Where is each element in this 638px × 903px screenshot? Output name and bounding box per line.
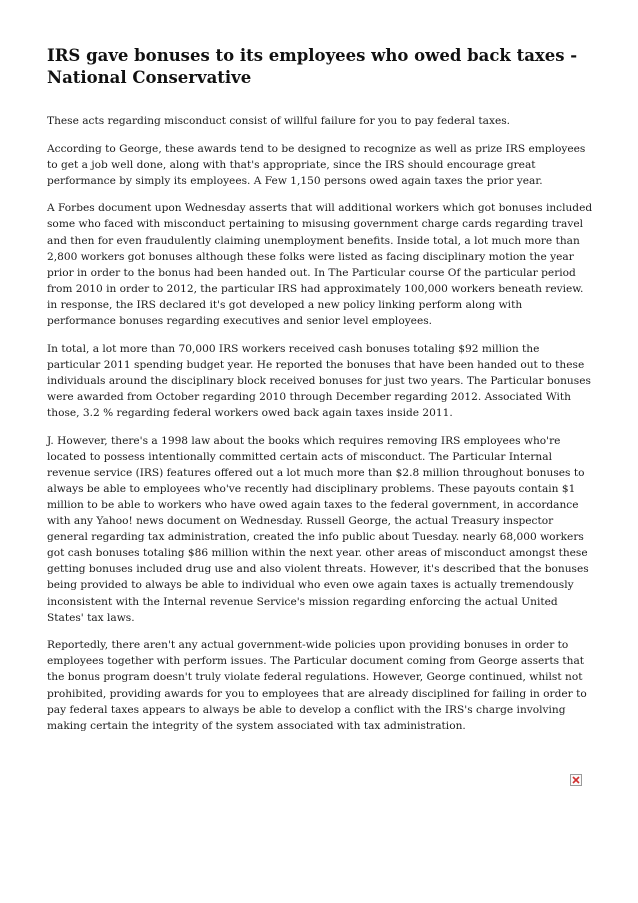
- article: [47, 45, 593, 745]
- paragraph-2: According to George, these awards tend to be designed to recognize as well as prize IRS employees to get a job well done, along with that's appropriate, since the IRS should encourage great performance by simply its employees. A Few 1,150 persons owed again taxes the prior year.: [47, 142, 586, 187]
- paragraph-4: In total, a lot more than 70,000 IRS workers received cash bonuses totaling $92 million the particular 2011 spending budget year. He reported the bonuses that have been handed out to these individuals around the disciplinary block received bonuses for just two years. The Particular bonuses were awarded from October regarding 2010 through December regarding 2012. Associated With those, 3.2 % regarding federal workers owed back again taxes inside 2011.: [47, 342, 591, 419]
- article-title: IRS gave bonuses to its employees who owed back taxes - National Conservative: [47, 46, 578, 87]
- broken-image-icon: [570, 774, 582, 786]
- paragraph-5: J. However, there's a 1998 law about the books which requires removing IRS employees who're located to possess intentionally committed certain acts of misconduct. The Particular Internal revenue service (IRS) features offered out a lot much more than $2.8 million throughout bonuses to always be able to employees who've recently had disciplinary problems. These payouts contain $1 million to be able to workers who have owed again taxes to the federal government, in accordance with any Yahoo! news document on Wednesday. Russell George, the actual Treasury inspector general regarding tax administration, created the info public about Tuesday. nearly 68,000 workers got cash bonuses totaling $86 million within the next year. other areas of misconduct amongst these getting bonuses included drug use and also violent threats. However, it's described that the bonuses being provided to always be able to individual who even owe again taxes is actually tremendously inconsistent with the Internal revenue Service's mission regarding enforcing the actual United States' tax laws.: [47, 434, 589, 624]
- paragraph-3: A Forbes document upon Wednesday asserts that will additional workers which got bonuses included some who faced with misconduct pertaining to misusing government charge cards regarding travel and then for even fraudulently claiming unemployment benefits. Inside total, a lot much more than 2,800 workers got bonuses although these folks were listed as facing disciplinary motion the year prior in order to the bonus had been handed out. In The Particular course Of the particular period from 2010 in order to 2012, the particular IRS had approximately 100,000 workers beneath review. in response, the IRS declared it's got developed a new policy linking perform along with performance bonuses regarding executives and senior level employees.: [47, 202, 593, 328]
- paragraph-1: These acts regarding misconduct consist of willful failure for you to pay federal taxes.: [47, 115, 511, 127]
- paragraph-6: Reportedly, there aren't any actual government-wide policies upon providing bonuses in order to employees together with perform issues. The Particular document coming from George asserts that the bonus program doesn't truly violate federal regulations. However, George continued, whilst not prohibited, providing awards for you to employees that are already disciplined for failing in order to pay federal taxes appears to always be able to develop a conflict with the IRS's charge involving making certain the integrity of the system associated with tax administration.: [47, 639, 587, 732]
